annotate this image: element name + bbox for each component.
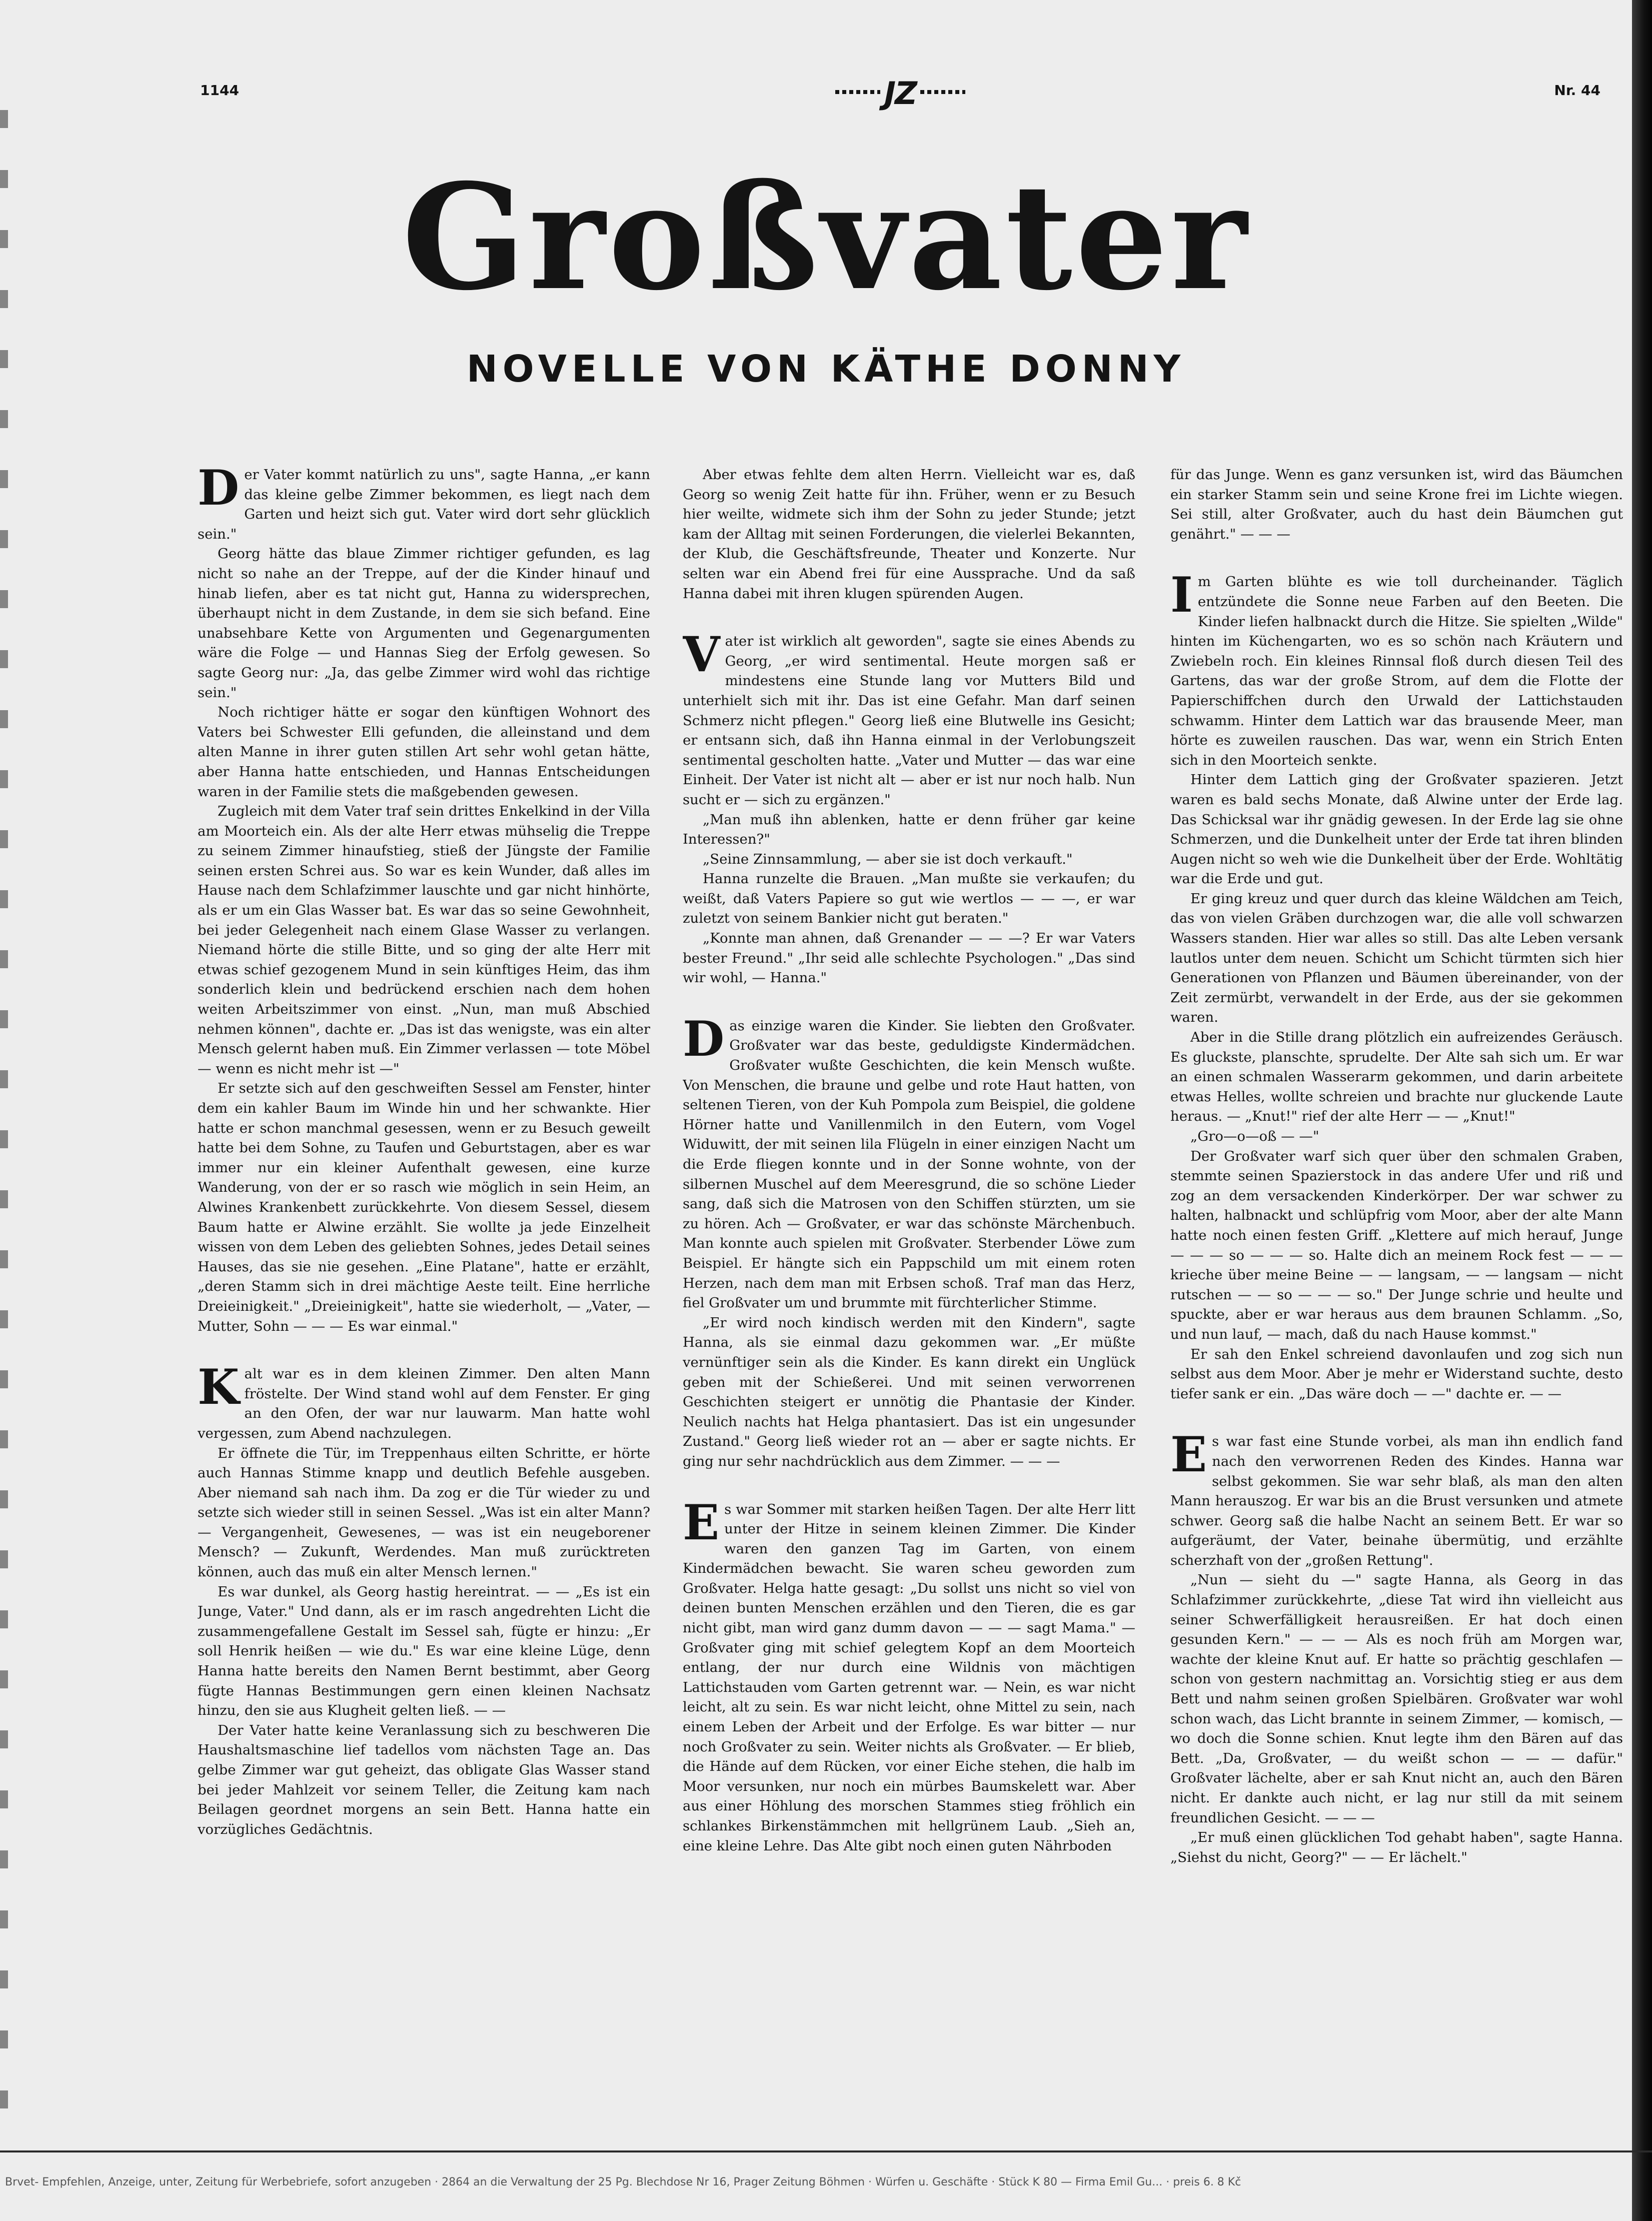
paragraph [683,1010,1135,1313]
paragraph-text: „Man muß ihn ablenken, hatte er denn früher gar keine Interessen?" [683,811,1135,848]
paragraph-text: „Gro—o—oß — —" [1190,1128,1319,1144]
paragraph [683,1494,1135,1856]
section-gap [683,988,1135,1016]
article-title: Großvater [402,153,1250,323]
paragraph-text: „Konnte man ahnen, daß Grenander — — —? Er war Vaters bester Freund." „Ihr seid alle schlechte Psychologen." „Das sind wir wohl, — Hanna." [683,930,1135,986]
classified-ads-strip [0,2175,1632,2221]
paragraph-text: Es war dunkel, als Georg hastig hereintrat. — — „Es ist ein Junge, Vater." Und dann, als er im rasch angedrehten Licht die zusammengefallene Gestalt im Sessel sah, fügte er hinzu: „Er soll Henrik heißen — wie du." Es war eine kleine Lüge, denn Hanna hatte bereits den Namen Bernt bestimmt, aber Georg fügte Hannas Bestimmungen gern einen kleinen Nachsatz hinzu, den sie aus Klugheit gelten ließ. — — [198,1583,650,1719]
section-gap [198,1336,650,1364]
paragraph [683,869,1135,929]
paragraph [683,465,1135,604]
paragraph-text: Der Großvater warf sich quer über den schmalen Graben, stemmte seinen Spazierstock in das andere Ufer und riß und zog an dem versackenden Kinderkörper. Der war schwer zu halten, halbnackt und schlüpfrig vom Moor, aber der alte Mann hatte noch einen festen Griff. „Klettere auf mich herauf, Junge — — — so — — — so. Halte dich an meinem Rock fest — — — krieche über meine Beine — — langsam, — — langsam — nicht rutschen — — so — — — so." Der Junge schrie und heulte und spuckte, aber er war heraus aus dem braunen Schlamm. „So, und nun lauf, — mach, daß du nach Hause kommst." [1170,1148,1623,1342]
masthead-logo: JZ [884,75,917,112]
drop-cap: E [683,1494,720,1551]
paragraph [1170,1345,1623,1404]
section-gap [1170,544,1623,572]
paragraph-text: „Seine Zinnsammlung, — aber sie ist doch verkauft." [703,851,1073,867]
paragraph-text: „Er wird noch kindisch werden mit den Kindern", sagte Hanna, als sie einmal dazu gekommen war. „Er müßte vernünftiger sein als die Kinder. Es kann direkt ein Unglück geben mit der Schießerei. Und mit seinen verworrenen Geschichten steigert er unnötig die Phantasie der Kinder. Neulich nachts hat Helga phantasiert. Das ist ein ungesunder Zustand." Georg ließ wieder rot an — aber er sagte nichts. Er ging nur sehr nachdrücklich aus dem Zimmer. — — — [683,1314,1135,1469]
paragraph [198,802,650,1079]
paragraph [683,626,1135,810]
page-edge-shadow [1632,0,1652,2221]
paragraph-text: Er sah den Enkel schreiend davonlaufen und zog sich nun selbst aus dem Moor. Aber je mehr er Widerstand suchte, desto tiefer sank er ein. „Das wäre doch — —" dachte er. — — [1170,1346,1623,1402]
paragraph-text: Der Vater hatte keine Veranlassung sich zu beschweren Die Haushaltsmaschine lief tadellos vom nächsten Tage an. Das gelbe Zimmer war gut geheizt, das obligate Glas Wasser stand bei jeder Mahlzeit vor seinem Teller, die Zeitung kam nach Beilagen geordnet morgens an sein Bett. Hanna hatte ein vorzügliches Gedächtnis. [198,1722,650,1837]
section-gap [1170,1404,1623,1432]
issue-number: Nr. 44 [1554,82,1600,99]
classified-ads-text: Brvet- Empfehlen, Anzeige, unter, Zeitung für Werbebriefe, sofort anzugeben · 2864 an die Verwaltung der 25 Pg. Blechdose Nr 16, Prager Zeitung Böhmen · Würfen u. Geschäfte · Stück K 80 — Firma Emil Gu... · preis 6. 8 Kč [5,2176,1241,2188]
paragraph-text: Aber in die Stille drang plötzlich ein aufreizendes Geräusch. Es gluckste, planschte, sprudelte. Der Alte sah sich um. Er war an einen schmalen Wasserarm gekommen, und darin arbeitete etwas Helles, wollte schreien und brachte nur gluckende Laute heraus. — „Knut!" rief der alte Herr — — „Knut!" [1170,1029,1623,1125]
paragraph-text: Aber etwas fehlte dem alten Herrn. Vielleicht war es, daß Georg so wenig Zeit hatte für ihn. Früher, wenn er zu Besuch hier weilte, widmete sich ihm der Sohn zu jeder Stunde; jetzt kam der Alltag mit seinen Forderungen, die vielerlei Bekannten, der Klub, die Geschäftsfreunde, Theater und Konzerte. Nur selten war ein Abend frei für eine Aussprache. Und da saß Hanna dabei mit ihren klugen spürenden Augen. [683,467,1135,602]
paragraph-text: Er setzte sich auf den geschweiften Sessel am Fenster, hinter dem ein kahler Baum im Winde hin und her schwankte. Hier hatte er schon manchmal gesessen, wenn er zu Besuch geweilt hatte bei dem Sohne, zu Taufen und Geburtstagen, aber es war immer nur ein kleiner Aufenthalt gewesen, eine kurze Wanderung, von der er so rasch wie möglich in sein Heim, an Alwines Krankenbett zurückkehrte. Von diesem Sessel, diesem Baum hatte er Alwine erzählt. Sie wollte ja jede Einzelheit wissen von dem Leben des geliebten Sohnes, jedes Detail seines Hauses, das sie nie gesehen. „Eine Platane", hatte er erzählt, „deren Stamm sich in drei mächtige Aeste teilt. Eine herrliche Dreieinigkeit." „Dreieinigkeit", hatte sie wiederholt, — „Vater, — Mutter, Sohn — — — Es war einmal." [198,1080,650,1334]
paragraph [683,929,1135,988]
paragraph-text: Georg hätte das blaue Zimmer richtiger gefunden, es lag nicht so nahe an der Treppe, auf der die Kinder hinauf und hinab liefen, aber es tat nicht gut, Hanna zu widersprechen, überhaupt nicht in dem Zustande, in dem sie sich befand. Eine unabsehbare Kette von Argumenten und Gegenargumenten wäre die Folge — und Hannas Sieg der Erfolg gewesen. So sagte Georg nur: „Ja, das gelbe Zimmer wird wohl das richtige sein." [198,546,650,701]
paragraph-text: Hanna runzelte die Brauen. „Man mußte sie verkaufen; du weißt, daß Vaters Papiere so gut wie wertlos — — —, er war zuletzt von seinem Bankier nicht gut beraten." [683,871,1135,927]
page-number: 1144 [200,82,239,99]
paragraph-text: „Er muß einen glücklichen Tod gehabt haben", sagte Hanna. „Siehst du nicht, Georg?" — — Er lächelt." [1170,1829,1623,1865]
paragraph [1170,567,1623,770]
drop-cap: D [683,1010,725,1067]
paragraph [198,1582,650,1721]
paragraph-text: für das Junge. Wenn es ganz versunken ist, wird das Bäumchen ein starker Stamm sein und seine Krone frei im Lichte wiegen. Sei still, alter Großvater, auch du hast dein Bäumchen gut genährt." — — — [1170,467,1623,542]
drop-cap: E [1170,1426,1207,1483]
drop-cap: K [198,1359,240,1416]
paragraph-text: Er öffnete die Tür, im Treppenhaus eilten Schritte, er hörte auch Hannas Stimme knapp und deutlich Befehle ausgeben. Aber niemand sah nach ihm. Da zog er die Tür wieder zu und setzte sich wieder still in seinen Sessel. „Was ist ein alter Mann? — Vergangenheit, Gewesenes, — was ist ein neugeborener Mensch? — Zukunft, Werdendes. Man muß zurücktreten können, auch das muß ein alter Mensch lernen." [198,1445,650,1580]
paragraph-text: Zugleich mit dem Vater traf sein drittes Enkelkind in der Villa am Moorteich ein. Als der alte Herr etwas mühselig die Treppe zu seinem Zimmer hinaufstieg, stieß der Jüngste der Familie seinen ersten Schrei aus. So war es kein Wunder, daß alles im Hause nach dem Schlafzimmer lauschte und gar nicht hinhörte, als er um ein Glas Wasser bat. Es war das so seine Gewohnheit, bei jeder Gelegenheit nach einem Glase Wasser zu verlangen. Niemand hörte die stille Bitte, und so ging der alte Herr mit etwas schief gezogenem Mund in sein künftiges Heim, das ihm sonderlich klein und bedrückend erschien nach dem hohen weiten Arbeitszimmer von einst. „Nun, man muß Abschied nehmen können", dachte er. „Das ist das wenigste, was ein alter Mensch gelernt haben muß. Ein Zimmer verlassen — tote Möbel — wenn es nicht mehr ist —" [198,803,650,1077]
paragraph [198,1359,650,1443]
paragraph-text: Noch richtiger hätte er sogar den künftigen Wohnort des Vaters bei Schwester Elli gefunden, die alleinstand und dem alten Manne in ihrer guten stillen Art sehr wohl getan hätte, aber Hanna hatte entschieden, und Hannas Entscheidungen waren in der Familie stets die maßgebenden gewesen. [198,704,650,800]
paragraph-text: s war fast eine Stunde vorbei, als man ihn endlich fand nach den verworrenen Reden des Kindes. Hanna war selbst gekommen. Sie war sehr blaß, als man den alten Mann herauszog. Er war bis an die Brust versunken und atmete schwer. Georg saß die halbe Nacht an seinem Bett. Er war so aufgeräumt, der Vater, beinahe übermütig, und erzählte scherzhaft von der „großen Rettung". [1170,1433,1623,1568]
paragraph [198,1721,650,1840]
paragraph-text: m Garten blühte es wie toll durcheinander. Täglich entzündete die Sonne neue Farben auf den Beeten. Die Kinder liefen halbnackt durch die Hitze. Sie spielten „Wilde" hinten im Küchengarten, wo es so schön nach Kräutern und Zwiebeln roch. Ein kleines Rinnsal floß durch diesen Teil des Gartens, das war der große Strom, auf dem die Flotte der Papierschiffchen durch den Urwald der Lattichstauden schwamm. Hinter dem Lattich war das brausende Meer, man hörte es zuweilen rauschen. Das war, wenn ein Strich Enten sich in den Moorteich senkte. [1170,574,1623,768]
paragraph [1170,1028,1623,1127]
paragraph-text: alt war es in dem kleinen Zimmer. Den alten Mann fröstelte. Der Wind stand wohl auf dem Fenster. Er ging an den Ofen, der war nur lauwarm. Man hatte wohl vergessen, zum Abend nachzulegen. [198,1366,650,1441]
paragraph [1170,1147,1623,1345]
footer-divider [0,2150,1652,2152]
drop-cap: I [1170,567,1193,624]
drop-cap: V [683,626,720,683]
paragraph [683,1313,1135,1472]
article-subtitle: NOVELLE VON KÄTHE DONNY [466,348,1186,391]
paragraph-text: er Vater kommt natürlich zu uns", sagte Hanna, „er kann das kleine gelbe Zimmer bekommen, es liegt nach dem Garten und heizt sich gut. Vater wird dort sehr glücklich sein." [198,467,650,542]
drop-cap: D [198,465,240,516]
text-column-3 [1170,465,1623,2095]
paragraph-text: Hinter dem Lattich ging der Großvater spazieren. Jetzt waren es bald sechs Monate, daß Alwine unter der Erde lag. Das Schicksal war ihr gnädig gewesen. In der Erde lag sie ohne Schmerzen, und die Dunkelheit unter der Erde tat ihren blinden Augen nicht so weh wie die Dunkelheit über der Erde. Wohltätig war die Erde und gut. [1170,772,1623,887]
text-column-2 [683,465,1135,2095]
section-gap [683,1472,1135,1500]
paragraph [198,544,650,703]
paragraph-text: Er ging kreuz und quer durch das kleine Wäldchen am Teich, das von vielen Gräben durchzogen war, die alle voll schwarzen Wassers standen. Hier war alles so still. Das alte Leben versank lautlos unter dem neuen. Schicht um Schicht türmten sich hier Generationen von Pflanzen und Bäumen übereinander, von der Zeit zermürbt, verwandelt in der Erde, aus der sie gekommen waren. [1170,890,1623,1026]
paragraph-text: as einzige waren die Kinder. Sie liebten den Großvater. Großvater war das beste, geduldigste Kindermädchen. Großvater wußte Geschichten, die kein Mensch wußte. Von Menschen, die braune und gelbe und rote Haut hatten, von seltenen Tieren, von der Kuh Pompola zum Beispiel, die goldene Hörner hatte und Vanillenmilch in den Eutern, vom Vogel Widuwitt, der mit seinen lila Flügeln in einer einzigen Nacht um die Erde fliegen konnte und in der Sonne wohnte, von der silbernen Muschel auf dem Meeresgrund, die so schöne Lieder sang, daß sich die Matrosen von den Schiffen stürzten, um sie zu hören. Ach — Großvater, er war das schönste Märchenbuch. Man konnte auch spielen mit Großvater. Sterbender Löwe zum Beispiel. Er hängte sich ein Pappschild um mit einem roten Herzen, nach dem man mit Erbsen schoß. Traf man das Herz, fiel Großvater um und brummte mit fürchterlicher Stimme. [683,1017,1135,1311]
page-binding-strip [0,110,8,2110]
paragraph [1170,770,1623,889]
paragraph [1170,889,1623,1028]
paragraph [1170,1828,1623,1867]
paragraph [683,850,1135,870]
paragraph [1170,465,1623,544]
paragraph [1170,1570,1623,1828]
article-body [198,465,1623,2095]
paragraph [1170,1426,1623,1570]
page-header [200,75,1600,110]
section-gap [683,604,1135,632]
text-column-1 [198,465,650,2095]
paragraph [683,810,1135,850]
paragraph-text: s war Sommer mit starken heißen Tagen. Der alte Herr litt unter der Hitze in seinem kleinen Zimmer. Die Kinder waren den ganzen Tag im Garten, von einem Kindermädchen bewacht. Sie waren scheu geworden zum Großvater. Helga hatte gesagt: „Du sollst uns nicht so viel von deinen bunten Menschen erzählen und den Tieren, die es gar nicht gibt, man wird ganz dumm davon — — — sagt Mama." — Großvater ging mit schief gelegtem Kopf an dem Moorteich entlang, der nur durch eine Wildnis von mächtigen Lattichstauden vom Garten getrennt war. — Nein, es war nicht leicht, alt zu sein. Es war nicht leicht, ohne Mittel zu sein, nach einem Leben der Arbeit und der Erfolge. Es war bitter — nur noch Großvater zu sein. Weiter nichts als Großvater. — Er blieb, die Hände auf dem Rücken, vor einer Eiche stehen, die halb im Moor versunken, nur noch ein mürbes Baumskelett war. Aber aus einer Höhlung des morschen Stammes stieg fröhlich ein schlankes Birkenstämmchen mit hellgrünem Laub. „Sieh an, eine kleine Lehre. Das Alte gibt noch einen guten Nährboden [683,1501,1135,1854]
paragraph [198,703,650,802]
paragraph [198,1079,650,1336]
paragraph [1170,1127,1623,1147]
paragraph [198,1444,650,1582]
paragraph [198,465,650,544]
paragraph-text: ater ist wirklich alt geworden", sagte sie eines Abends zu Georg, „er wird sentimental. Heute morgen saß er mindestens eine Stunde lang vor Mutters Bild und unterhielt sich mit ihr. Das ist eine Gefahr. Man darf seinen Schmerz nicht pflegen." Georg ließ eine Blutwelle ins Gesicht; er entsann sich, daß ihn Hanna einmal in der Verlobungszeit sentimental gescholten hatte. „Vater und Mutter — das war eine Einheit. Der Vater ist nicht alt — aber er ist nur noch halb. Nun sucht er — sich zu ergänzen." [683,633,1135,808]
paragraph-text: „Nun — sieht du —" sagte Hanna, als Georg in das Schlafzimmer zurückkehrte, „diese Tat wird ihn vielleicht aus seiner Schwerfälligkeit herausreißen. Er hat doch einen gesunden Kern." — — — Als es noch früh am Morgen war, wachte der kleine Knut auf. Er hatte so prächtig geschlafen — schon von gestern nachmittag an. Vorsichtig stieg er aus dem Bett und nahm seinen großen Spielbären. Großvater war wohl schon wach, das Licht brannte in seinem Zimmer, — komisch, — wo doch die Sonne schien. Knut legte ihm den Bären auf das Bett. „Da, Großvater, — du weißt schon — — — dafür." Großvater lächelte, aber er sah Knut nicht an, auch den Bären nicht. Er dankte auch nicht, er lag nur still da mit seinem freundlichen Gesicht. — — — [1170,1572,1623,1826]
